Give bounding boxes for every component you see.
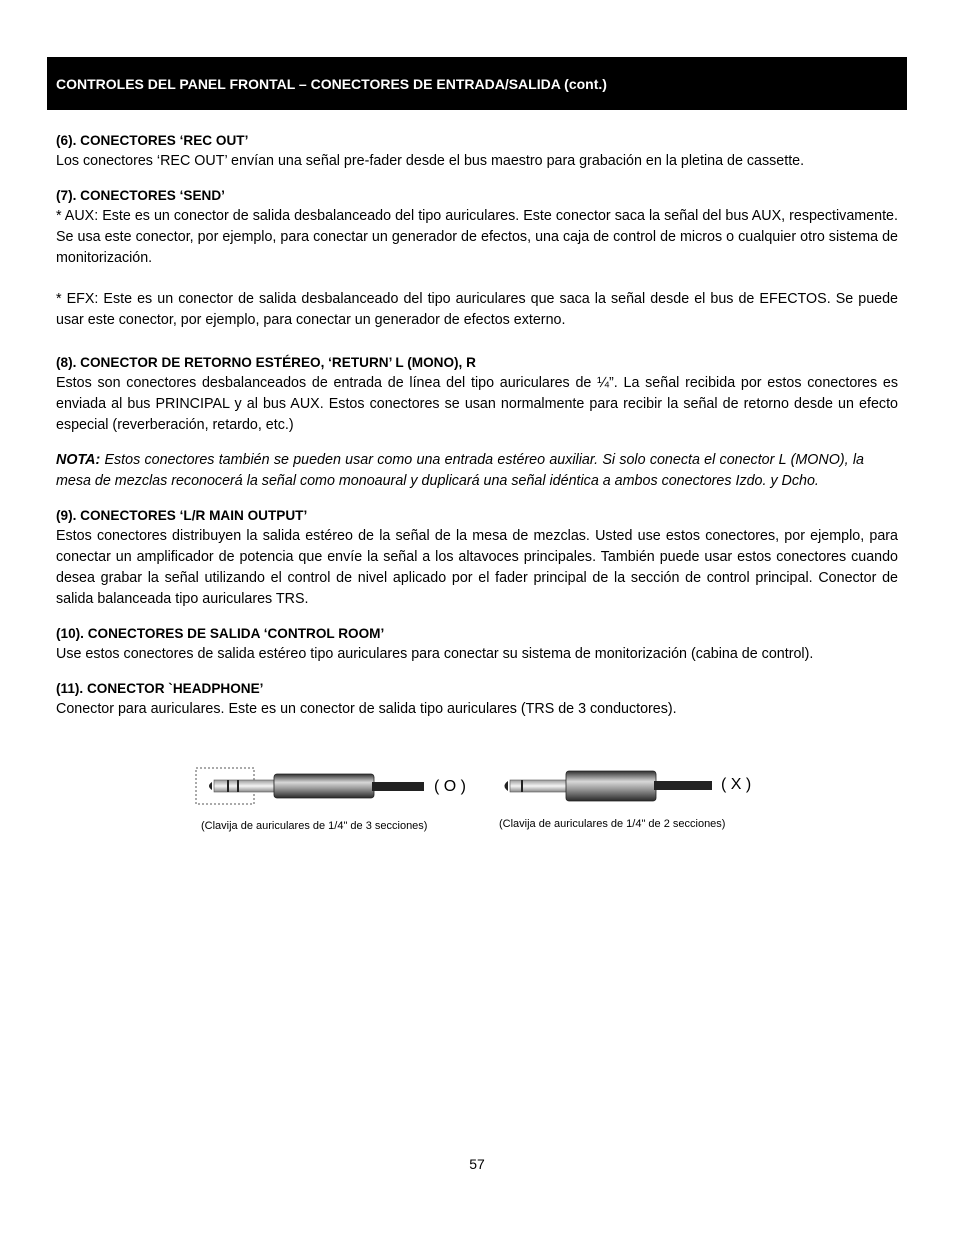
plug-3-caption: (Clavija de auriculares de 1/4" de 3 secciones) (201, 820, 428, 832)
plug-3-mark: ( O ) (434, 778, 466, 795)
note-label: NOTA: (56, 452, 101, 468)
plug-2-caption: (Clavija de auriculares de 1/4" de 2 secciones) (499, 818, 726, 830)
headphone-body: Conector para auriculares. Este es un conector de salida tipo auriculares (TRS de 3 conductores). (56, 701, 677, 717)
rec-out-body: Los conectores ‘REC OUT’ envían una señal pre-fader desde el bus maestro para grabación en la pletina de cassette. (56, 153, 805, 169)
header-title: CONTROLES DEL PANEL FRONTAL – CONECTORES DE ENTRADA/SALIDA (cont.) (56, 75, 607, 92)
plug-2-mark: ( X ) (721, 776, 752, 793)
main-output-body: Estos conectores distribuyen la salida estéreo de la señal de la mesa de mezclas. Usted use estos conectores, por ejemplo, para conectar un amplificador de potencia que envíe la señal a los altavoces principales. También puede usar estos conectores cuando desea grabar la señal utilizando el control de nivel aplicado por el fader principal de la sección de control principal. Conector de salida balanceada tipo auriculares TRS. (56, 528, 898, 607)
main-output-title: (9). CONECTORES ‘L/R MAIN OUTPUT’ (56, 508, 308, 523)
send-efx-body: * EFX: Este es un conector de salida desbalanceado del tipo auriculares que saca la señal desde el bus de EFECTOS. Se puede usar este conector, por ejemplo, para conectar un generador de efectos externo. (56, 291, 898, 328)
note-text: Estos conectores también se pueden usar como una entrada estéreo auxiliar. Si solo conecta el conector L (MONO), la mesa de mezclas reconocerá la señal como monoaural y duplicará una señal idéntica a ambos conectores Izdo. y Dcho. (56, 452, 864, 489)
page-number: 57 (469, 1156, 485, 1172)
page-content (56, 131, 898, 720)
ts-plug-icon (505, 771, 713, 801)
trs-plug-icon (196, 768, 424, 804)
send-aux-body: * AUX: Este es un conector de salida desbalanceado del tipo auriculares. Este conector saca la señal del bus AUX, respectivamente. Se usa este conector, por ejemplo, para conectar un generador de efectos, una caja de control de micros o cualquier otro sistema de monitorización. (56, 208, 898, 266)
section-header-bar (47, 57, 907, 110)
rec-out-title: (6). CONECTORES ‘REC OUT’ (56, 133, 249, 148)
return-title: (8). CONECTOR DE RETORNO ESTÉREO, ‘RETURN’ L (MONO), R (56, 355, 476, 370)
return-body: Estos son conectores desbalanceados de entrada de línea del tipo auriculares de ¼”. La señal recibida por estos conectores es enviada al bus PRINCIPAL y al bus AUX. Estos conectores se usan normalmente para recibir la señal de retorno desde un efecto especial (reverberación, retardo, etc.) (56, 375, 898, 433)
control-room-body: Use estos conectores de salida estéreo tipo auriculares para conectar su sistema de monitorización (cabina de control). (56, 646, 814, 662)
control-room-title: (10). CONECTORES DE SALIDA ‘CONTROL ROOM’ (56, 626, 385, 641)
plug-illustrations (0, 760, 954, 850)
send-title: (7). CONECTORES ‘SEND’ (56, 188, 225, 203)
headphone-title: (11). CONECTOR `HEADPHONE’ (56, 681, 264, 696)
return-note (56, 450, 864, 492)
